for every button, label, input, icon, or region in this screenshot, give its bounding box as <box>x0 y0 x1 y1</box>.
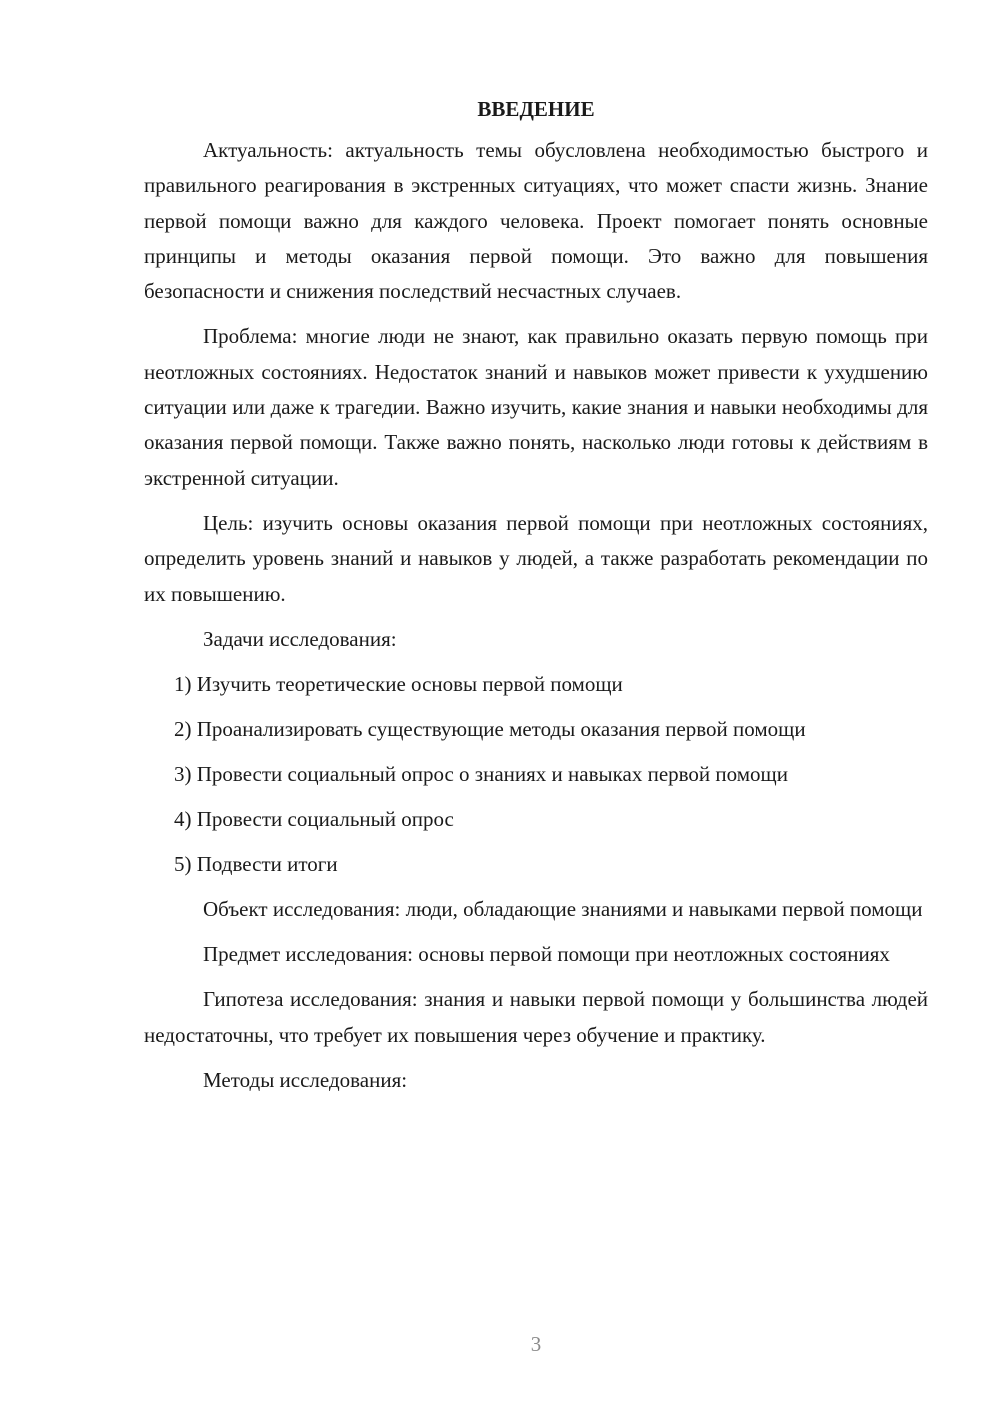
paragraph-object: Объект исследования: люди, обладающие знаниями и навыками первой помощи <box>203 896 923 921</box>
paragraph-goal: Цель: изучить основы оказания первой помощи при неотложных состояниях, определить уровень знаний и навыков у людей, а также разработать рекомендации по их повышению. <box>144 510 928 606</box>
task-item: 1) Изучить теоретические основы первой помощи <box>174 671 623 696</box>
task-item: 4) Провести социальный опрос <box>174 806 454 831</box>
task-item: 5) Подвести итоги <box>174 851 338 876</box>
methods-heading: Методы исследования: <box>203 1068 408 1093</box>
task-item: 3) Провести социальный опрос о знаниях и навыках первой помощи <box>174 761 788 786</box>
paragraph-problem: Проблема: многие люди не знают, как правильно оказать первую помощь при неотложных состояниях. Недостаток знаний и навыков может привести к ухудшению ситуации или даже к трагедии. Важно изучить, какие знания и навыки необходимы для оказания первой помощи. Также важно понять, насколько люди готовы к действиям в экстренной ситуации. <box>144 324 928 490</box>
document-page <box>144 92 928 1108</box>
paragraph-subject: Предмет исследования: основы первой помощи при неотложных состояниях <box>203 942 890 967</box>
paragraph-hypothesis: Гипотеза исследования: знания и навыки первой помощи у большинства людей недостаточны, что требует их повышения через обучение и практику. <box>144 987 928 1047</box>
paragraph-relevance: Актуальность: актуальность темы обусловлена необходимостью быстрого и правильного реагирования в экстренных ситуациях, что может спасти жизнь. Знание первой помощи важно для каждого человека. Проект помогает понять основные принципы и методы оказания первой помощи. Это важно для повышения безопасности и снижения последствий несчастных случаев. <box>144 138 928 304</box>
section-title: ВВЕДЕНИЕ <box>477 97 595 121</box>
tasks-heading: Задачи исследования: <box>203 626 397 651</box>
page-number: 3 <box>530 1332 542 1356</box>
tasks-list <box>144 667 928 882</box>
task-item: 2) Проанализировать существующие методы оказания первой помощи <box>174 716 806 741</box>
